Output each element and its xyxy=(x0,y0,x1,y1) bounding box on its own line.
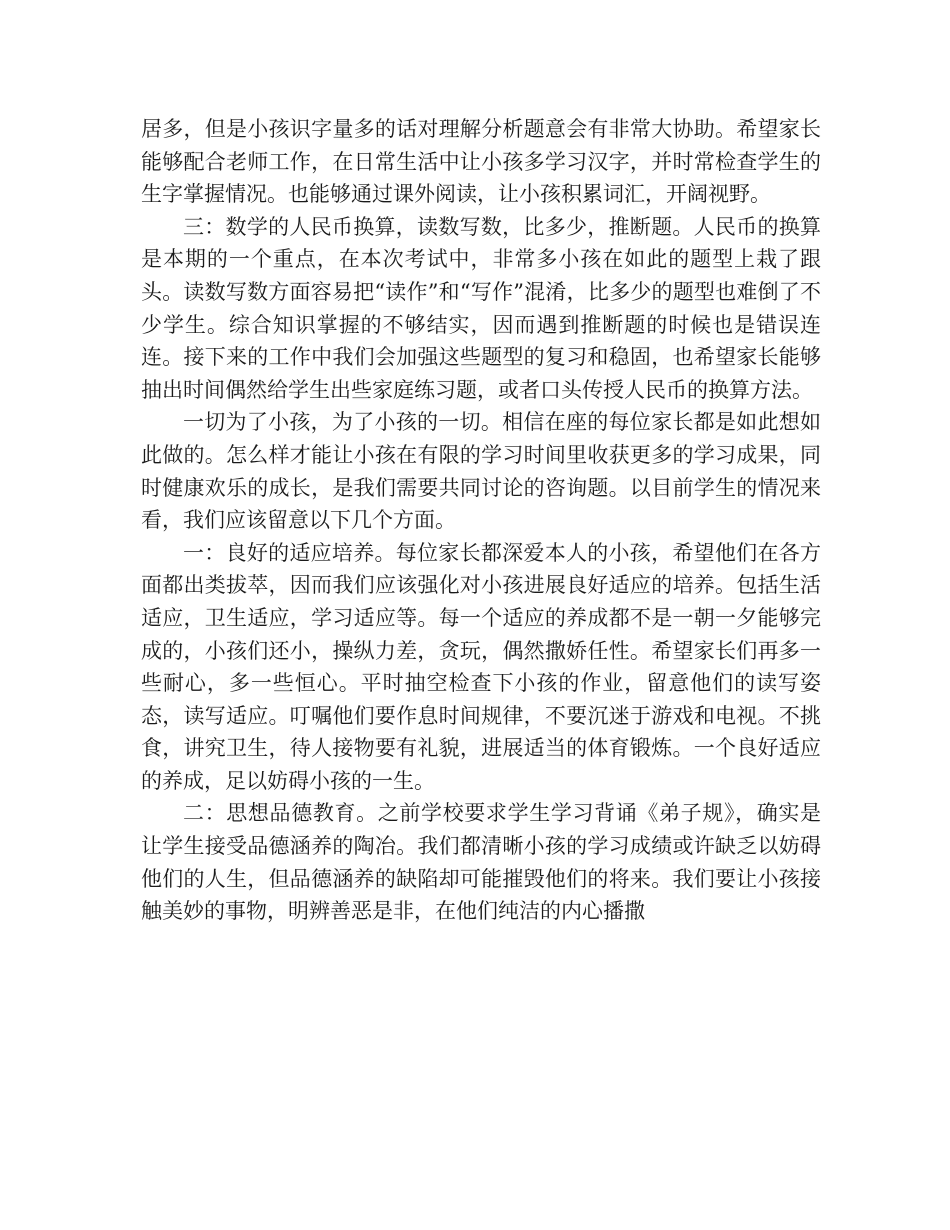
paragraph-moral-section: 二：思想品德教育。之前学校要求学生学习背诵《弟子规》，确实是让学生接受品德涵养的陶冶。我们都清晰小孩的学习成绩或许缺乏以妨碍他们的人生，但品德涵养的缺陷却可能摧毁他们的将来。我们要让小孩接触美妙的事物，明辨善恶是非，在他们纯洁的内心播撒 xyxy=(141,801,821,924)
paragraph-habits-section: 一：良好的适应培养。每位家长都深爱本人的小孩，希望他们在各方面都出类拔萃，因而我们应该强化对小孩进展良好适应的培养。包括生活适应，卫生适应，学习适应等。每一个适应的养成都不是一朝一夕能够完成的，小孩们还小，操纵力差，贪玩，偶然撒娇任性。希望家长们再多一些耐心，多一些恒心。平时抽空检查下小孩的作业，留意他们的读写姿态，读写适应。叮嘱他们要作息时间规律，不要沉迷于游戏和电视。不挑食，讲究卫生，待人接物要有礼貌，进展适当的体育锻炼。一个良好适应的养成，足以妨碍小孩的一生。 xyxy=(141,540,821,793)
document-body xyxy=(141,113,821,928)
paragraph-introduction: 一切为了小孩，为了小孩的一切。相信在座的每位家长都是如此想如此做的。怎么样才能让小孩在有限的学习时间里收获更多的学习成果，同时健康欢乐的成长，是我们需要共同讨论的咨询题。以目前学生的情况来看，我们应该留意以下几个方面。 xyxy=(141,410,821,533)
paragraph-math-section: 三：数学的人民币换算，读数写数，比多少，推断题。人民币的换算是本期的一个重点，在本次考试中，非常多小孩在如此的题型上栽了跟头。读数写数方面容易把“读作”和“写作”混淆，比多少的题型也难倒了不少学生。综合知识掌握的不够结实，因而遇到推断题的时候也是错误连连。接下来的工作中我们会加强这些题型的复习和稳固，也希望家长能够抽出时间偶然给学生出些家庭练习题，或者口头传授人民币的换算方法。 xyxy=(141,214,821,402)
paragraph-continuation: 居多，但是小孩识字量多的话对理解分析题意会有非常大协助。希望家长能够配合老师工作，在日常生活中让小孩多学习汉字，并时常检查学生的生字掌握情况。也能够通过课外阅读，让小孩积累词汇，开阔视野。 xyxy=(141,117,821,207)
